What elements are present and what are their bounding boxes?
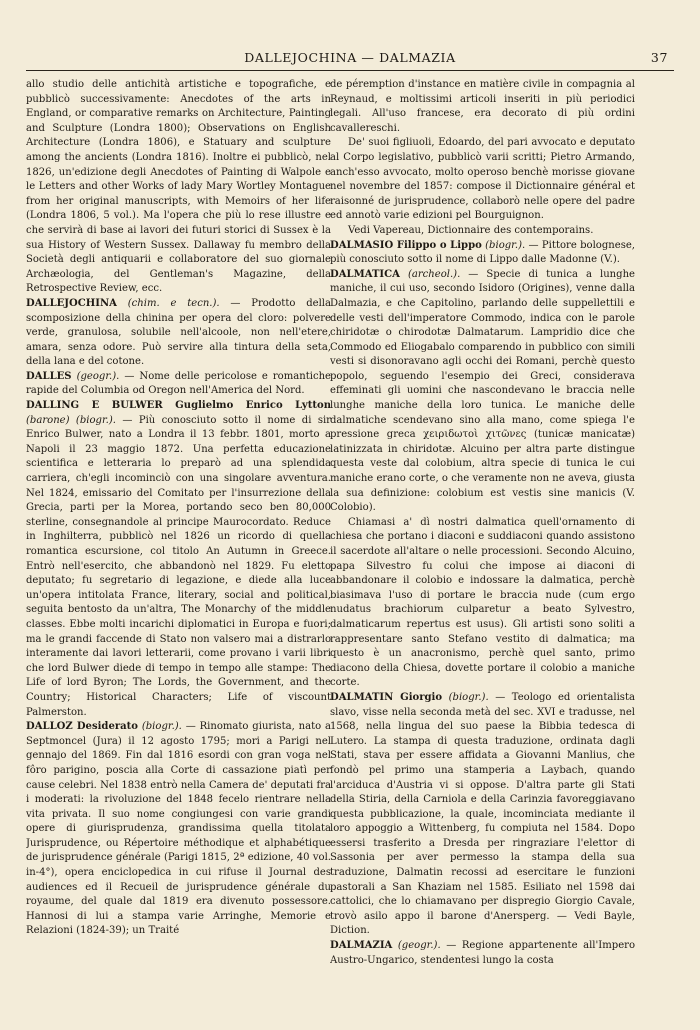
entry-dalloz xyxy=(26,720,331,939)
entry-dalmasio xyxy=(330,239,635,268)
entry-dalles xyxy=(26,370,331,399)
headword: DALMATICA xyxy=(330,268,400,280)
headword: DALLING E BULWER Guglielmo Enrico Lytton xyxy=(26,400,331,412)
paragraph: Chiamasi a' dì nostri dalmatica quell'ornamento di chiesa che portano i diaconi e suddiaconi quando assistono il sacerdote all'altare o nelle processioni. Secondo Alcuino, papa Silvestro fu colui che impose ai diaconi di abbandonare il colobio e indossare la dalmatica, perchè biasimava l'uso di portare le braccia nude (cum ergo nudatus brachiorum culparetur a beato Sylvestro, dalmaticarum repertus est usus). Gli artisti sono soliti a rappresentare santo Stefano vestito di dalmatica; ma questo è un anacronismo, perchè quel santo, primo diacono della Chiesa, dovette portare il colobio a maniche corte. xyxy=(330,516,635,689)
entry-dalmatin xyxy=(330,691,635,939)
entry-dalmazia xyxy=(330,939,635,968)
entry-text: — Regione appartenente all'Impero Austro-Ungarico, stendentesi lungo la costa xyxy=(330,940,635,966)
headword: DALMASIO Filippo o Lippo xyxy=(330,239,482,251)
right-column xyxy=(330,78,635,1008)
entry-text: — Nome delle pericolose e romantiche rapide del Columbia od Oregon nell'America del Nord. xyxy=(26,370,331,397)
paragraph: Vedi Vapereau, Dictionnaire des contemporains. xyxy=(348,224,594,236)
entry-text: — Più conosciuto sotto il nome di sir Enrico Bulwer, nato a Londra il 13 febbr. 1801, morto a Napoli il 23 maggio 1872. Una perfetta educazione scientifica e letteraria lo preparò ad una splendida carriera, ch'egli incominciò con una singolare avventura. Nel 1824, emissario del Comitato per l'insurrezione della Grecia, parti per la Morea, portando seco ben 80,000 sterline, consegnandole al principe Maurocordato. Reduce in Inghilterra, pubblicò nel 1826 un ricordo di quella romantica escursione, col titolo An Autumn in Greece. Entrò nell'esercito, che abbandonò nel 1829. Fu eletto deputato; fu segretario di legazione, e diede alla luce un'opera intitolata France, literary, social and political, seguita bentosto da un'altra, The Monarchy of the middle classes. Ebbe molti incarichi diplomatici in Europa e fuori; ma le grandi faccende di Stato non valsero mai a distrarlo interamente dai lavori letterarii, come provano i varii libri che lord Bulwer diede di tempo in tempo alle stampe: The Life of lord Byron; The Lords, the Government, and the Country; Historical Characters; Life of viscount Palmerston. xyxy=(26,414,331,718)
headword: DALLEJOCHINA xyxy=(26,297,117,309)
entry-dalmatica xyxy=(330,268,635,516)
entry-dallejochina xyxy=(26,297,331,370)
headword: DALMATIN Giorgio xyxy=(330,691,443,703)
entry-category: (barone) (biogr.). xyxy=(26,414,116,426)
entry-text: — Prodotto della scomposizione della chinina per opera del cloro: polvere verde, granulosa, solubile nell'alcoole, non nell'etere, amara, senza odore. Può servire alla tintura della seta, della lana e del cotone. xyxy=(26,297,331,368)
entry-category: (archeol.). xyxy=(407,268,461,280)
entry-category: (biogr.). xyxy=(485,239,526,251)
entry-text: — Rinomato giurista, nato a Septmoncel (Jura) il 12 agosto 1795; mori a Parigi nel gennajo del 1869. Fin dal 1816 esordi con gran voga nel fôro parigino, poscia alla Corte di cassazione piatì per cause celebri. Nel 1838 entrò nella Camera de' deputati fra i moderati: la rivoluzione del 1848 fecelo rientrare nella vita privata. Il suo nome congiungesi con varie grandi opere di giurisprudenza, grandissima quella titolata Jurisprudence, ou Répertoire méthodique et alphabétique de jurisprudence générale (Parigi 1815, 2ª edizione, 40 vol. in-4°), opera enciclopedica in cui rifuse il Journal des audiences ed il Recueil de jurisprudence générale du royaume, del quale dal 1819 era divenuto possessore. Hannosi di lui a stampa varie Arringhe, Memorie e Relazioni (1824-39); un Traité xyxy=(26,721,331,937)
entry-category: (chim. e tecn.). xyxy=(127,297,220,309)
entry-dallaway-continuation: allo studio delle antichità artistiche e topografiche, e pubblicò successivamente: Anecdotes of the arts in England, or comparative remarks on Architecture, Painting and Sculpture (Londra 1800); Observations on English Architecture (Londra 1806), e Statuary and sculpture among the ancients (Londra 1816). Inoltre ei pubblicò, nel 1826, un'edizione degli Anecdotes of Painting di Walpole e le Letters and other Works of lady Mary Wortley Montague from her original manuscripts, with Memoirs of her life (Londra 1806, 5 vol.). Ma l'opera che più lo rese illustre e che servirà di base ai lavori dei futuri storici di Sussex è la sua History of Western Sussex. Dallaway fu membro della Società degli antiquarii e collaboratore del suo giornale Archæologia, del Gentleman's Magazine, della Retrospective Review, ecc. xyxy=(26,79,331,295)
paragraph: De' suoi figliuoli, Edoardo, del pari avvocato e deputato al Corpo legislativo, pubblicò varii scritti; Pietro Armando, anch'esso avvocato, molto operoso benchè morisse giovane nel novembre del 1857: compose il Dictionnaire général et raisonné de jurisprudence, collaborò nelle opere del padre ed annotò varie edizioni pel Bourguignon. xyxy=(330,137,635,222)
page-number: 37 xyxy=(650,50,668,65)
entry-text: — Teologo ed orientalista slavo, visse nella seconda metà del sec. XVI e tradusse, nel 1568, nella lingua del suo paese la Bibbia tedesca di Lutero. La stampa di questa traduzione, ordinata dagli Stati, stava per essere affidata a Giovanni Manlius, che fondò pel primo una stamperia a Laybach, quando l'arciduca d'Austria vi si oppose. D'altra parte gli Stati della Stiria, della Carniola e della Carinzia favoreggiavano questa pubblicazione, la quale, incominciata mediante il loro appoggio a Wittenberg, fu compiuta nel 1584. Dopo essersi trasferito a Dresda per ringraziare l'elettor di Sassonia per aver permesso la stampa della sua traduzione, Dalmatin recossi ad esercitare le funzioni pastorali a San Khaziam nel 1585. Esiliato nel 1598 dai cattolici, che lo chiamavano per dispregio Giorgio Cavale, trovò asilo appo il barone d'Anersperg. — Vedi Bayle, Diction. xyxy=(330,691,635,937)
entry-category: (biogr.). xyxy=(448,691,489,703)
headword: DALLES xyxy=(26,370,72,382)
entry-dalloz-continuation: de péremption d'instance en matière civile in compagnia al Reynaud, e moltissimi articoli inseriti in più periodici legali. All'uso francese, era decorato di più ordini cavallereschi. xyxy=(330,79,635,134)
page-header xyxy=(26,48,674,71)
running-title: DALLEJOCHINA — DALMAZIA xyxy=(244,50,456,65)
entry-text: — Pittore bolognese, più conosciuto sotto il nome di Lippo dalle Madonne (V.). xyxy=(330,239,635,266)
entry-category: (biogr.). xyxy=(141,721,182,733)
entry-category: (geogr.). xyxy=(397,940,441,952)
headword: DALLOZ Desiderato xyxy=(26,721,138,733)
headword: DALMAZIA xyxy=(330,940,393,952)
left-column xyxy=(26,78,331,1008)
entry-category: (geogr.). xyxy=(76,370,120,382)
entry-dalling-bulwer xyxy=(26,399,331,720)
entry-text: — Specie di tunica a lunghe maniche, il cui uso, secondo Isidoro (Origines), venne dalla Dalmazia, e che Capitolino, parlando delle suppellettili e delle vesti dell'imperatore Commodo, indica con le parole chiridotæ o chirodotæ Dalmatarum. Lampridio dice che Commodo ed Eliogabalo comparendo in pubblico con simili vesti si disonoravano agli occhi dei Romani, perchè questo popolo, seguendo l'esempio dei Greci, considerava effeminati gli uomini che nascondevano le braccia nelle lunghe maniche della loro tunica. Le maniche delle dalmatiche scendevano sino alla mano, come spiega l'e pressione greca χειριδωτοὶ χιτῶνες (tunicæ manicatæ) latinizzata in chiridotæ. Alcuino per altra parte distingue questa veste dal colobium, altra specie di tunica le cui maniche erano corte, o che veramente non ne aveva, giusta la sua definizione: colobium est vestis sine manicis (V. Colobio). xyxy=(330,268,635,514)
